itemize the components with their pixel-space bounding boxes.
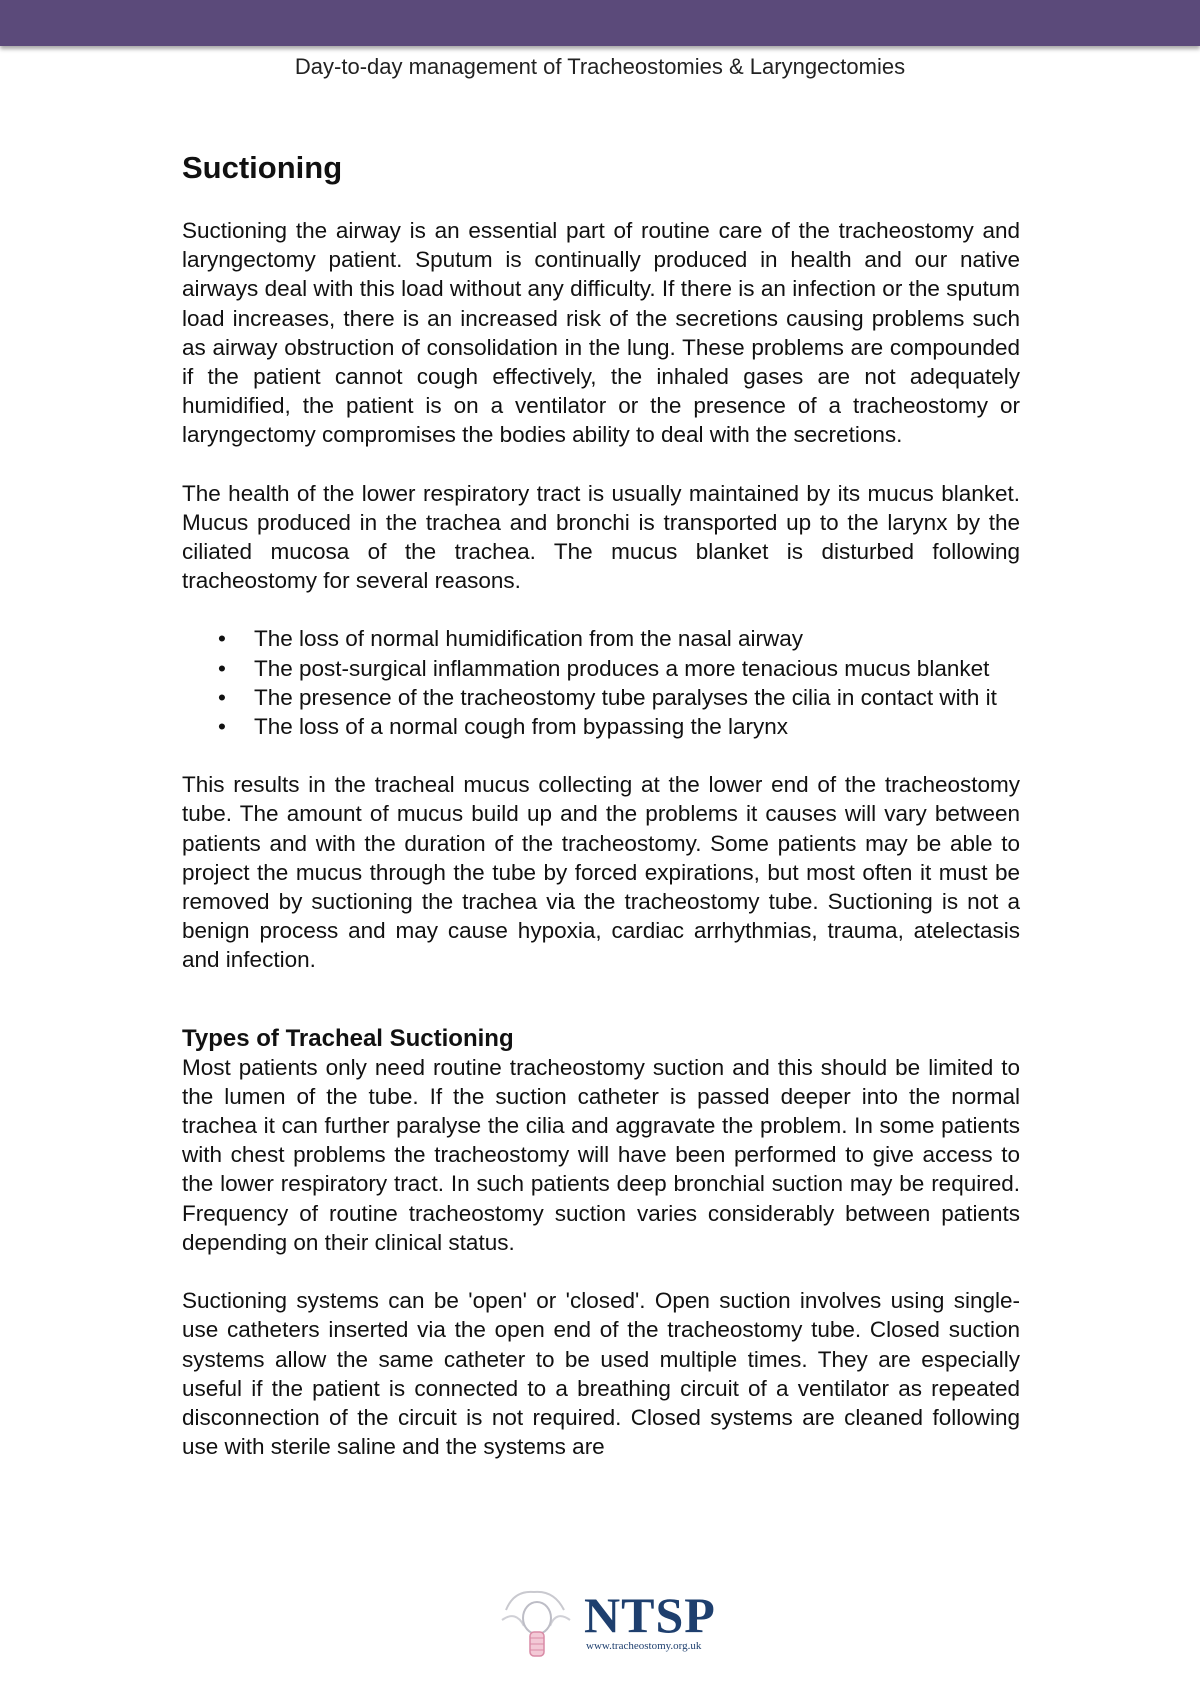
header-bar — [0, 0, 1200, 46]
list-item — [182, 683, 1020, 712]
running-header: Day-to-day management of Tracheostomies & Laryngectomies — [294, 54, 906, 79]
list-item — [182, 624, 1020, 653]
list-item-text: The presence of the tracheostomy tube paralyses the cilia in contact with it — [254, 684, 997, 710]
bullet-list — [182, 624, 1020, 741]
bullet-icon: • — [218, 655, 226, 681]
logo-url: www.tracheostomy.org.uk — [586, 1640, 702, 1652]
paragraph: This results in the tracheal mucus collecting at the lower end of the tracheostomy tube. The amount of mucus build up and the problems it causes will vary between patients and with the duration of the tracheostomy. Some patients may be able to project the mucus through the tube by forced expirations, but most often it must be removed by suctioning the trachea via the tracheostomy tube. Suctioning is not a benign process and may cause hypoxia, cardiac arrhythmias, trauma, atelectasis and infection. — [182, 772, 1020, 973]
bullet-icon: • — [218, 626, 226, 652]
list-item-text: The loss of normal humidification from the nasal airway — [254, 626, 803, 652]
subsection-title: Types of Tracheal Suctioning — [182, 1024, 514, 1052]
trachea-logo-icon — [494, 1582, 584, 1662]
bullet-icon: • — [218, 714, 226, 740]
list-item — [182, 712, 1020, 741]
paragraph: The health of the lower respiratory tract is usually maintained by its mucus blanket. Mucus produced in the trachea and bronchi is transported up to the larynx by the ciliated mucosa of the trachea. The mucus blanket is disturbed following tracheostomy for several reasons. — [182, 480, 1020, 594]
page-content — [182, 140, 1020, 1490]
list-item-text: The loss of a normal cough from bypassing the larynx — [254, 714, 789, 740]
bullet-icon: • — [218, 684, 226, 710]
paragraph: Most patients only need routine tracheostomy suction and this should be limited to the lumen of the tube. If the suction catheter is passed deeper into the normal trachea it can further paralyse the cilia and aggravate the problem. In some patients with chest problems the tracheostomy will have been performed to give access to the lower respiratory tract. In such patients deep bronchial suction may be required. Frequency of routine tracheostomy suction varies considerably between patients depending on their clinical status. — [182, 1054, 1020, 1255]
ntsp-logo — [494, 1582, 714, 1662]
paragraph: Suctioning systems can be 'open' or 'closed'. Open suction involves using single-use catheters inserted via the open end of the tracheostomy tube. Closed suction systems allow the same catheter to be used multiple times. They are especially useful if the patient is connected to a breathing circuit of a ventilator as repeated disconnection of the circuit is not required. Closed systems are cleaned following use with sterile saline and the systems are — [182, 1288, 1020, 1460]
list-item-text: The post-surgical inflammation produces a more tenacious mucus blanket — [254, 655, 990, 681]
section-title: Suctioning — [182, 150, 343, 185]
logo-text: NTSP — [584, 1587, 716, 1643]
list-item — [182, 654, 1020, 683]
paragraph: Suctioning the airway is an essential part of routine care of the tracheostomy and laryngectomy patient. Sputum is continually produced in health and our native airways deal with this load without any difficulty. If there is an infection or the sputum load increases, there is an increased risk of the secretions causing problems such as airway obstruction of consolidation in the lung. These problems are compounded if the patient cannot cough effectively, the inhaled gases are not adequately humidified, the patient is on a ventilator or the presence of a tracheostomy or laryngectomy compromises the bodies ability to deal with the secretions. — [182, 218, 1020, 448]
